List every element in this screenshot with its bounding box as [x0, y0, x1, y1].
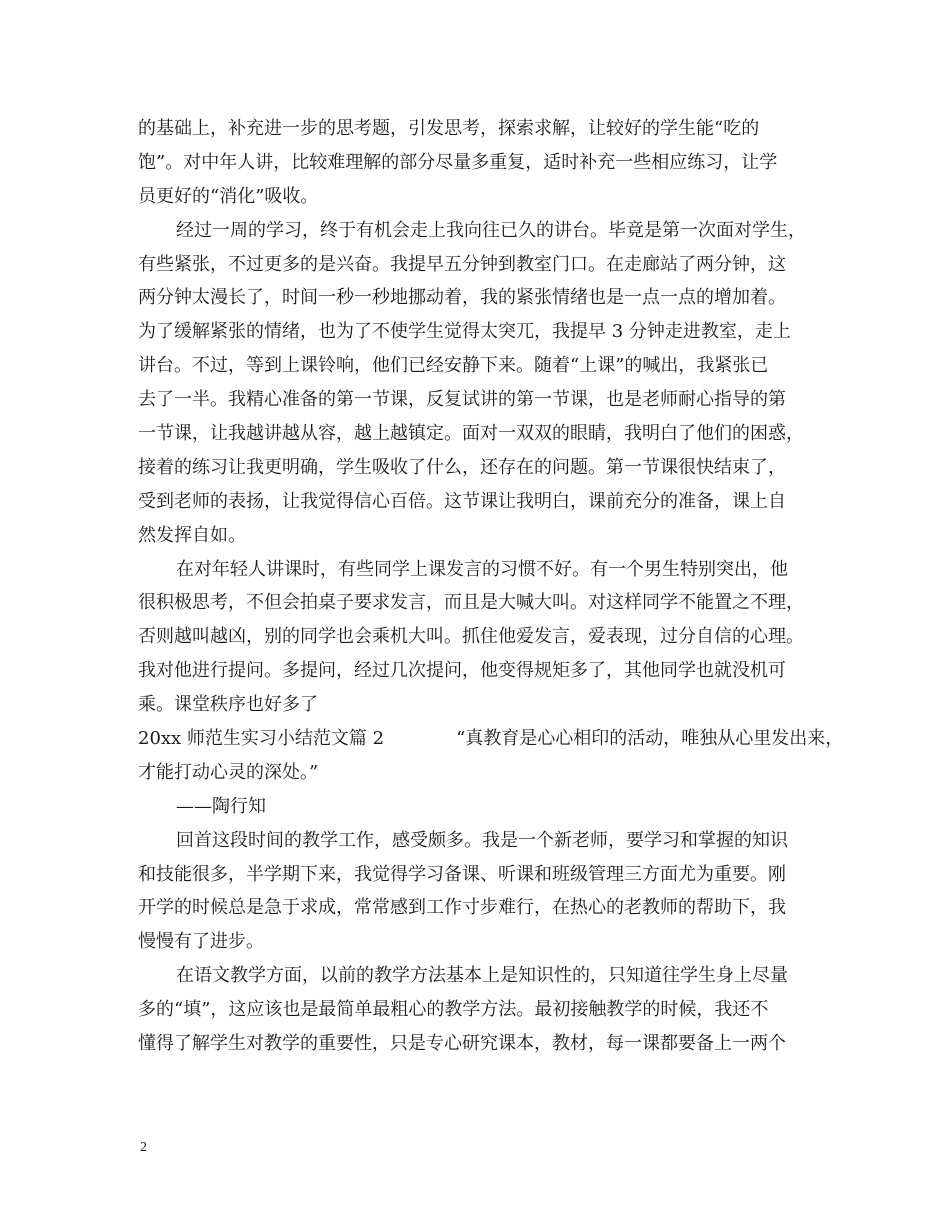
text-line: 很积极思考，不但会拍桌子要求发言，而且是大喊大叫。对这样同学不能置之不理， — [138, 592, 804, 614]
paragraph-start-line: 在对年轻人讲课时，有些同学上课发言的习惯不好。有一个男生特别突出，他 — [176, 558, 788, 580]
text-line: 否则越叫越凶，别的同学也会乘机大叫。抓住他爱发言，爱表现，过分自信的心理。 — [138, 626, 804, 648]
quote-text: “真教育是心心相印的活动，唯独从心里发出来， — [456, 728, 844, 750]
text-line: 饱”。对中年人讲，比较难理解的部分尽量多重复，适时补充一些相应练习，让学 — [138, 151, 778, 173]
text-line: 去了一半。我精心准备的第一节课，反复试讲的第一节课，也是老师耐心指导的第 — [138, 389, 786, 411]
text-line: 和技能很多，半学期下来，我觉得学习备课、听课和班级管理三方面尤为重要。刚 — [138, 863, 786, 885]
text-line: 接着的练习让我更明确，学生吸收了什么，还存在的问题。第一节课很快结束了， — [138, 456, 786, 478]
text-line: 受到老师的表扬，让我觉得信心百倍。这节课让我明白，课前充分的准备，课上自 — [138, 490, 786, 512]
heading-quote-line — [138, 722, 844, 756]
text-line: 员更好的“消化”吸收。 — [138, 185, 319, 207]
text-line: 懂得了解学生对教学的重要性，只是专心研究课本，教材，每一课都要备上一两个 — [138, 1033, 786, 1055]
text-line: 多的“填”，这应该也是最简单最粗心的教学方法。最初接触教学的时候，我还不 — [138, 999, 769, 1021]
text-line: 讲台。不过，等到上课铃响，他们已经安静下来。随着“上课”的喊出，我紧张已 — [138, 355, 769, 377]
paragraph-start-line: 回首这段时间的教学工作，感受颇多。我是一个新老师，要学习和掌握的知识 — [176, 829, 788, 851]
paragraph-start-line: 在语文教学方面，以前的教学方法基本上是知识性的，只知道往学生身上尽量 — [176, 965, 788, 987]
page-number: 2 — [140, 1140, 147, 1155]
text-line: 我对他进行提问。多提问，经过几次提问，他变得规矩多了，其他同学也就没机可 — [138, 660, 786, 682]
quote-text-line: 才能打动心灵的深处。” — [138, 761, 319, 783]
text-line: 然发挥自如。 — [138, 524, 246, 546]
document-body — [138, 112, 844, 1061]
quote-attribution: ——陶行知 — [176, 795, 266, 817]
text-line: 慢慢有了进步。 — [138, 931, 264, 953]
text-line: 一节课，让我越讲越从容，越上越镇定。面对一双双的眼睛，我明白了他们的困惑， — [138, 423, 804, 445]
text-line: 的基础上，补充进一步的思考题，引发思考，探索求解，让较好的学生能“吃的 — [138, 118, 760, 139]
text-line: 两分钟太漫长了，时间一秒一秒地挪动着，我的紧张情绪也是一点一点的增加着。 — [138, 287, 786, 309]
text-line: 有些紧张，不过更多的是兴奋。我提早五分钟到教室门口。在走廊站了两分钟，这 — [138, 253, 786, 275]
section-heading: 20xx 师范生实习小结范文篇 2 — [138, 728, 385, 750]
text-line: 乘。课堂秩序也好多了 — [138, 694, 318, 716]
text-line: 开学的时候总是急于求成，常常感到工作寸步难行，在热心的老教师的帮助下，我 — [138, 897, 786, 919]
text-line: 为了缓解紧张的情绪，也为了不使学生觉得太突兀，我提早 3 分钟走进教室，走上 — [138, 321, 791, 343]
paragraph-start-line: 经过一周的学习，终于有机会走上我向往已久的讲台。毕竟是第一次面对学生， — [176, 219, 806, 241]
